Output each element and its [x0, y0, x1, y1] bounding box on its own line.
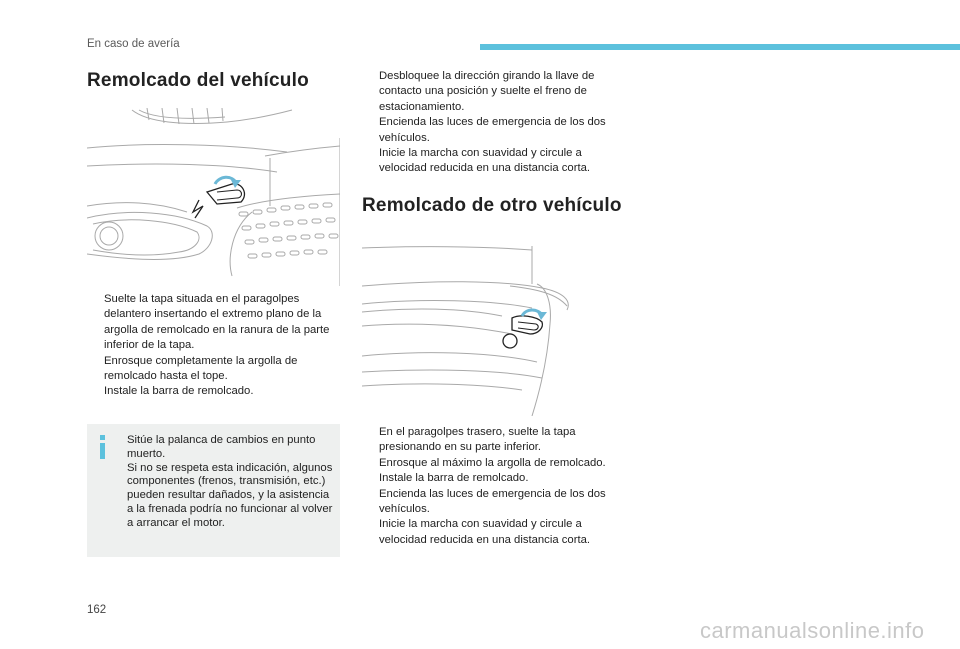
tow-ring-icon [193, 177, 244, 218]
info-icon [96, 434, 110, 460]
front-bumper-illustration [87, 108, 340, 286]
rear-bumper-illustration [362, 244, 615, 416]
list-item: Suelte la tapa situada en el paragolpes delantero insertando el extremo plano de la argolla de remolcado en la ranura de la parte inferior de la tapa. [104, 293, 330, 352]
list-item: Inicie la marcha con suavidad y circule a velocidad reducida en una distancia corta. [379, 518, 591, 546]
info-note [87, 424, 340, 557]
page-number: 162 [87, 604, 107, 616]
list-item: Inicie la marcha con suavidad y circule a velocidad reducida en una distancia corta. [379, 147, 591, 175]
front-towing-steps [87, 292, 340, 400]
list-item: En el paragolpes trasero, suelte la tapa presionando en su parte inferior. [379, 426, 576, 454]
list-item: Instale la barra de remolcado. [379, 472, 529, 485]
towing-steps-continued [362, 69, 622, 177]
list-item: Desbloquee la dirección girando la llave de contacto una posición y suelte el freno de estacionamiento. [379, 70, 595, 113]
watermark: carmanualsonline.info [700, 618, 925, 643]
section-header-bar [480, 44, 960, 50]
list-item: Enrosque completamente la argolla de remolcado hasta el tope. [104, 354, 298, 383]
title-front-towing: Remolcado del vehículo [87, 70, 309, 91]
list-item: Encienda las luces de emergencia de los dos vehículos. [379, 487, 606, 516]
list-item: Enrosque al máximo la argolla de remolcado. [379, 456, 606, 469]
tow-ring-icon [503, 310, 547, 348]
list-item: Instale la barra de remolcado. [104, 385, 254, 398]
section-header-label: En caso de avería [87, 38, 180, 50]
title-tow-other-vehicle: Remolcado de otro vehículo [362, 195, 622, 216]
list-item: Encienda las luces de emergencia de los dos vehículos. [379, 116, 606, 144]
info-note-text: Sitúe la palanca de cambios en punto muerto. Si no se respeta esta indicación, algunos componentes (frenos, transmisión, etc.) pueden resultar dañados, y la asistencia a la frenada podría no funcionar al volver a arrancar el motor. [127, 434, 333, 529]
rear-towing-steps [362, 425, 622, 548]
